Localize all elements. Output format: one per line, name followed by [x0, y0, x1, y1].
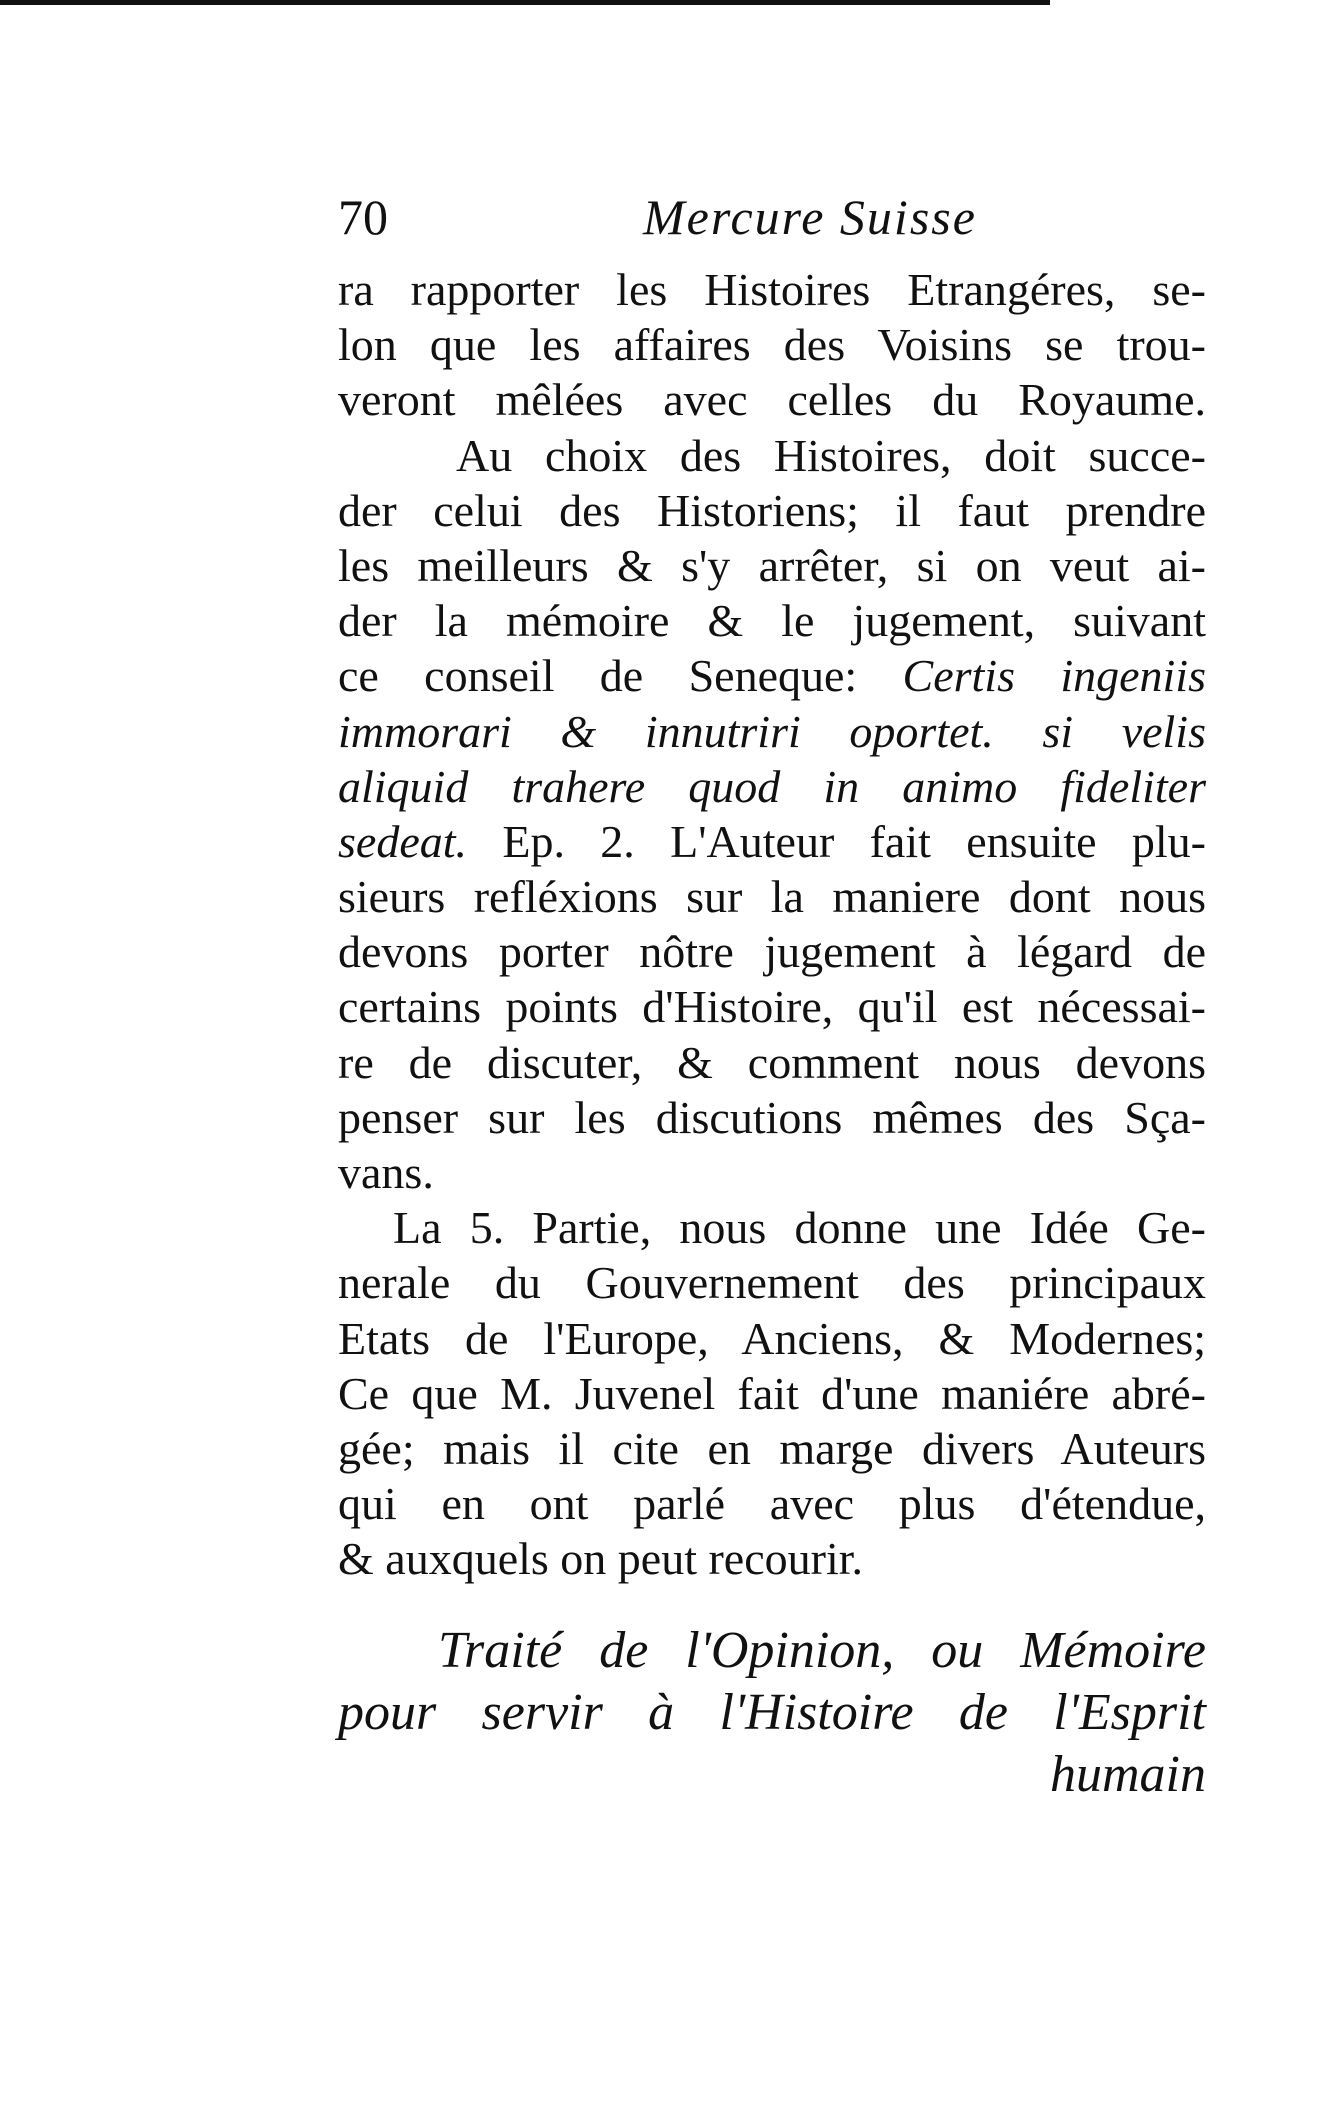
text-line: nerale du Gouvernement des principaux: [338, 1257, 1206, 1309]
page-header: [338, 188, 1208, 258]
text-line: sedeat. Ep. 2. L'Auteur fait ensuite plu-: [338, 815, 1206, 867]
text-line: La 5. Partie, nous donne une Idée Ge-: [393, 1202, 1206, 1254]
text-line: penser sur les discutions mêmes des Sça-: [338, 1091, 1206, 1143]
text-line: Au choix des Histoires, doit succe-: [456, 429, 1206, 481]
text-line: der la mémoire & le jugement, suivant: [338, 595, 1206, 647]
section-title: [338, 1620, 1206, 1806]
text-line: vans.: [338, 1147, 434, 1198]
latin-quote: sedeat.: [338, 815, 468, 867]
latin-quote: immorari & innutriri oportet. si velis: [338, 705, 1206, 757]
latin-quote: aliquid trahere quod in animo fideliter: [338, 760, 1206, 812]
body-text: [338, 262, 1206, 1587]
section-title-line: pour servir à l'Histoire de l'Esprit: [338, 1684, 1206, 1741]
text-line: sieurs refléxions sur la maniere dont nous: [338, 871, 1206, 923]
section-title-line: Traité de l'Opinion, ou Mémoire: [438, 1622, 1206, 1679]
text-line: ra rapporter les Histoires Etrangéres, se-: [338, 264, 1206, 315]
text-line: re de discuter, & comment nous devons: [338, 1036, 1206, 1088]
text-line: ce conseil de Seneque: Certis ingeniis: [338, 650, 1206, 702]
text-line: certains points d'Histoire, qu'il est nécessai-: [338, 981, 1206, 1033]
text-line: Ce que M. Juvenel fait d'une maniére abré-: [338, 1367, 1206, 1419]
text-line: devons porter nôtre jugement à légard de: [338, 926, 1206, 978]
latin-quote: Certis ingeniis: [902, 650, 1206, 702]
text-line: lon que les affaires des Voisins se trou-: [338, 319, 1206, 371]
text-line: les meilleurs & s'y arrêter, si on veut ai-: [338, 539, 1206, 591]
top-rule: [0, 0, 1050, 5]
text-line: veront mêlées avec celles du Royaume.: [338, 374, 1206, 426]
text-line: qui en ont parlé avec plus d'étendue,: [338, 1478, 1206, 1530]
running-title: Mercure Suisse: [643, 189, 977, 245]
page-number: 70: [338, 189, 388, 245]
text-line: der celui des Historiens; il faut prendre: [338, 484, 1206, 536]
text-line: & auxquels on peut recourir.: [338, 1533, 864, 1585]
text-line: gée; mais il cite en marge divers Auteurs: [338, 1422, 1206, 1474]
text-line: Etats de l'Europe, Anciens, & Modernes;: [338, 1312, 1206, 1364]
section-title-line: humain: [1050, 1746, 1206, 1803]
